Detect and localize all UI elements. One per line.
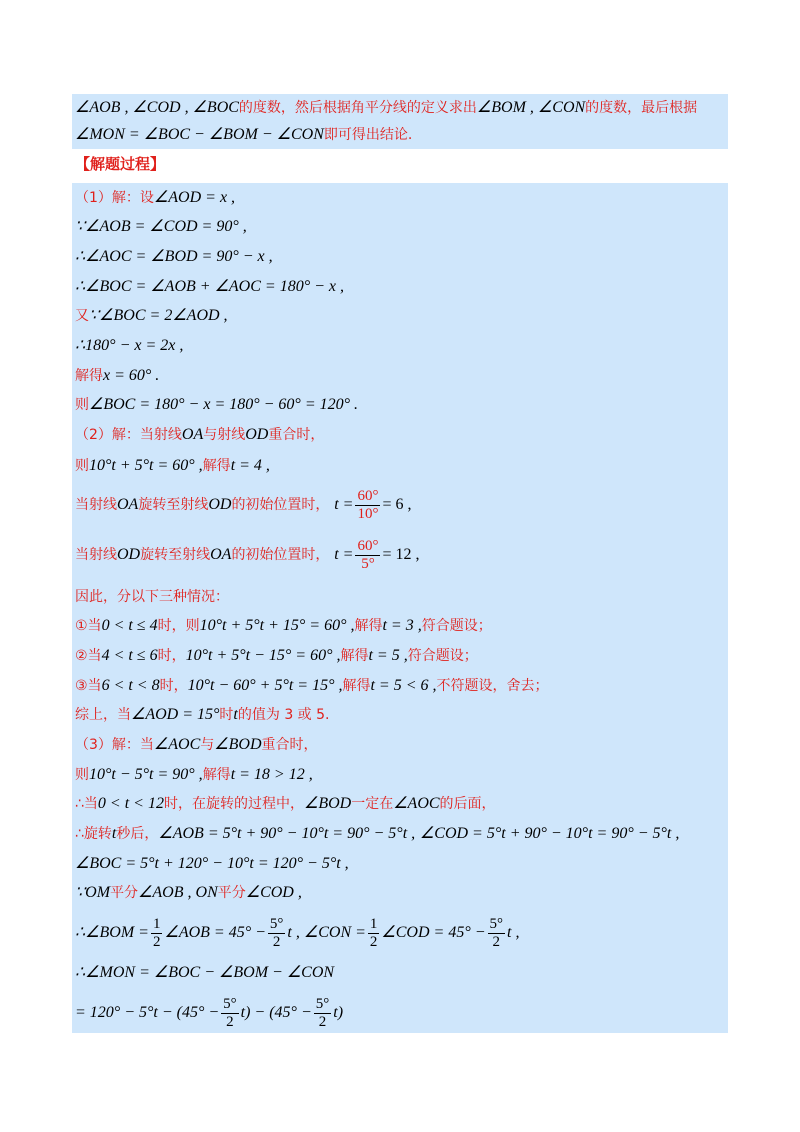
intro-text-a: 的度数，然后根据角平分线的定义求出: [238, 100, 477, 116]
p3-c-m2: ∠BOD: [303, 795, 352, 812]
p2-i-m2: t: [233, 706, 238, 723]
p3-a-m2: ∠BOD: [214, 736, 262, 753]
p3-d-t1: 秒后，: [116, 826, 159, 842]
p1-line-b: [75, 216, 247, 237]
p2-i-t1: 时: [219, 707, 234, 723]
p3-e-math: ∠BOC = 5°t + 120° − 10°t = 120° − 5°t ,: [75, 855, 349, 872]
p3-c-t3: 的后面，: [439, 796, 496, 812]
intro-text-c: 即可得出结论.: [323, 127, 413, 143]
p2-a-od: OD: [245, 426, 269, 443]
p2-g-t3: 符合题设；: [407, 648, 478, 664]
p3-b-math: 10°t − 5°t = 90° ,: [89, 766, 203, 783]
p2-h-m3: t = 5 < 6 ,: [370, 677, 437, 694]
p3-g-frac3: [368, 916, 380, 951]
p2-c-t: t =: [334, 496, 354, 513]
p3-f-m1: ∵OM: [75, 884, 111, 901]
p3-a-label: （3）解：当: [75, 737, 154, 753]
p1-e-label: 又: [75, 308, 89, 324]
p3-g-f3n: 1: [369, 915, 378, 932]
p3-line-i: [75, 992, 343, 1033]
p3-b-math2: t = 18 > 12 ,: [230, 766, 313, 783]
p3-i-f1n: 5°: [223, 995, 237, 1012]
p1-h-math: ∠BOC = 180° − x = 180° − 60° = 120° .: [89, 396, 359, 413]
p3-g-f2d: 2: [272, 933, 281, 950]
p2-g-t2: 解得: [340, 648, 369, 664]
p3-f-t1: 平分: [110, 885, 139, 901]
p1-label: （1）解：设: [75, 190, 154, 206]
p1-line-c: [75, 246, 273, 267]
intro-line-2: [75, 124, 412, 145]
p2-h-m2: 10°t − 60° + 5°t = 15° ,: [187, 677, 343, 694]
p3-a-mid: 与: [200, 737, 215, 753]
p2-h-m1: 6 < t < 8: [101, 677, 160, 694]
p3-g-b: ∠AOB = 45° −: [164, 924, 266, 941]
p1-d-math: ∴∠BOC = ∠AOB + ∠AOC = 180° − x ,: [75, 278, 344, 295]
p2-a-end: 重合时，: [268, 427, 325, 443]
p1-e-math: ∵∠BOC = 2∠AOD ,: [89, 307, 228, 324]
p3-c-t2: 一定在: [351, 796, 394, 812]
p2-h-t2: 解得: [342, 678, 371, 694]
p3-g-frac2: [268, 916, 286, 951]
p1-h-label: 则: [75, 397, 89, 413]
p2-line-d: [75, 535, 420, 574]
p1-a-math: ∠AOD = x ,: [153, 189, 236, 206]
p2-d-t: t =: [334, 546, 354, 563]
p2-c-l2: 旋转至射线: [138, 497, 209, 513]
p3-line-d: [75, 823, 679, 844]
p1-line-f: [75, 335, 183, 356]
intro-math-b: ∠BOM , ∠CON: [476, 99, 586, 116]
p1-line-g: [75, 365, 159, 386]
p3-f-m2: ∠AOB , ON: [138, 884, 218, 901]
p3-c-label: ∴当: [75, 796, 98, 812]
p2-c-fraction: [355, 488, 380, 523]
p3-line-g: [75, 912, 519, 953]
p2-d-den: 5°: [361, 555, 375, 572]
p2-h-t3: 不符题设，舍去；: [436, 678, 549, 694]
section-heading: 【解题过程】: [75, 155, 166, 173]
p3-line-h: [75, 962, 334, 983]
p3-i-c: t): [333, 1004, 344, 1021]
p2-h-label: ③当: [75, 678, 102, 694]
p3-g-f2n: 5°: [269, 915, 284, 932]
p2-f-t3: 符合题设；: [421, 618, 492, 634]
p2-f-m2: 10°t + 5°t + 15° = 60° ,: [199, 617, 355, 634]
p2-line-a: [75, 424, 324, 445]
p3-f-m3: ∠COD ,: [245, 884, 302, 901]
p3-i-b: t) − (45° −: [240, 1004, 312, 1021]
p1-line-d: [75, 276, 344, 297]
p3-g-d: ∠COD = 45° −: [381, 924, 486, 941]
intro-math-a: ∠AOB , ∠COD , ∠BOC: [75, 99, 239, 116]
p3-i-f1d: 2: [226, 1013, 234, 1030]
p2-c-l1: 当射线: [75, 497, 117, 513]
p2-b-math2: t = 4 ,: [230, 457, 270, 474]
intro-line-1: [75, 97, 697, 118]
p2-line-c: [75, 485, 412, 524]
p2-line-g: [75, 645, 478, 666]
p3-i-f2d: 2: [318, 1013, 327, 1030]
p2-d-od: OD: [117, 546, 141, 563]
p2-g-label: ②当: [75, 648, 102, 664]
p2-i-m1: ∠AOD = 15°: [131, 706, 220, 723]
p2-a-label: （2）解：当射线: [75, 427, 182, 443]
p2-line-f: [75, 615, 492, 636]
p2-g-t1: 时，: [157, 648, 186, 664]
p3-i-frac1: [221, 996, 239, 1031]
p2-b-math: 10°t + 5°t = 60° ,: [89, 457, 203, 474]
p2-i-t2: 的值为 3 或 5.: [237, 707, 330, 723]
p2-c-oa: OA: [117, 496, 139, 513]
p2-c-num: 60°: [357, 487, 379, 504]
p2-a-mid: 与射线: [203, 427, 246, 443]
p3-g-e: t ,: [507, 924, 520, 941]
p2-b-label: 则: [75, 458, 89, 474]
p2-g-m3: t = 5 ,: [368, 647, 408, 664]
p1-c-math: ∴∠AOC = ∠BOD = 90° − x ,: [75, 248, 273, 265]
p3-i-frac2: [314, 996, 332, 1031]
p3-g-f1d: 2: [152, 933, 161, 950]
p2-line-h: [75, 675, 549, 696]
p2-a-oa: OA: [181, 426, 204, 443]
p3-line-e: [75, 853, 349, 874]
p2-g-m2: 10°t + 5°t − 15° = 60° ,: [185, 647, 341, 664]
p3-g-f4n: 5°: [489, 915, 504, 932]
p2-c-den: 10°: [357, 505, 379, 522]
p2-d-res: = 12 ,: [382, 546, 420, 563]
p2-f-m1: 0 < t ≤ 4: [101, 617, 158, 634]
p3-h-math: ∴∠MON = ∠BOC − ∠BOM − ∠CON: [75, 964, 335, 981]
p1-b-math: ∵∠AOB = ∠COD = 90° ,: [75, 218, 247, 235]
intro-text-b: 的度数，最后根据: [585, 100, 698, 116]
p3-i-a: = 120° − 5°t − (45° −: [75, 1004, 220, 1021]
p3-line-a: [75, 734, 318, 755]
p3-g-a: ∴∠BOM =: [75, 924, 149, 941]
p2-g-m1: 4 < t ≤ 6: [101, 647, 158, 664]
p3-d-t: t: [111, 825, 117, 842]
p2-line-e: [75, 586, 229, 607]
p2-d-fraction: [355, 538, 380, 573]
p2-line-i: [75, 704, 330, 725]
p3-line-c: [75, 793, 496, 814]
p1-line-e: [75, 305, 228, 326]
p3-c-m3: ∠AOC: [393, 795, 440, 812]
p2-b-mid: 解得: [202, 458, 231, 474]
p2-c-res: = 6 ,: [382, 496, 412, 513]
p2-d-num: 60°: [357, 537, 379, 554]
p3-f-t2: 平分: [217, 885, 246, 901]
p3-d-label: ∴旋转: [75, 826, 112, 842]
p3-i-f2n: 5°: [315, 995, 330, 1012]
p3-g-f3d: 2: [369, 933, 378, 950]
p1-f-math: ∴180° − x = 2x ,: [75, 337, 184, 354]
p3-b-mid: 解得: [202, 767, 231, 783]
p2-d-l3: 的初始位置时，: [231, 547, 330, 563]
p3-g-f1n: 1: [152, 915, 161, 932]
p2-f-t1: 时，则: [157, 618, 200, 634]
p3-g-c: t , ∠CON =: [287, 924, 366, 941]
p2-f-label: ①当: [75, 618, 102, 634]
p2-d-l2: 旋转至射线: [140, 547, 211, 563]
p2-d-oa: OA: [210, 546, 232, 563]
p2-f-t2: 解得: [354, 618, 383, 634]
p3-g-frac1: [151, 916, 163, 951]
p3-a-m1: ∠AOC: [153, 736, 201, 753]
p3-c-t1: 时，在旋转的过程中，: [163, 796, 304, 812]
p3-g-f4d: 2: [492, 933, 501, 950]
p2-f-m3: t = 3 ,: [382, 617, 422, 634]
p3-d-m2: ∠COD = 5°t + 90° − 10°t = 90° − 5°t ,: [419, 825, 680, 842]
p2-h-t1: 时，: [159, 678, 188, 694]
p1-line-a: [75, 187, 235, 208]
p2-line-b: [75, 455, 270, 476]
p3-line-b: [75, 764, 313, 785]
intro-math-c: ∠MON = ∠BOC − ∠BOM − ∠CON: [75, 126, 324, 143]
p1-line-h: [75, 394, 358, 415]
p2-e-text: 因此，分以下三种情况：: [75, 589, 229, 605]
p3-d-m1: ∠AOB = 5°t + 90° − 10°t = 90° − 5°t ,: [158, 825, 416, 842]
p3-g-frac4: [488, 916, 506, 951]
p3-a-end: 重合时，: [261, 737, 318, 753]
p1-g-label: 解得: [75, 368, 103, 384]
p3-c-math: 0 < t < 12: [97, 795, 164, 812]
p1-g-math: x = 60° .: [103, 367, 160, 384]
p2-d-l1: 当射线: [75, 547, 117, 563]
p3-line-f: [75, 882, 302, 903]
p2-c-od: OD: [208, 496, 232, 513]
p3-b-label: 则: [75, 767, 89, 783]
p2-i-label: 综上，当: [75, 707, 131, 723]
p2-c-l3: 的初始位置时，: [231, 497, 330, 513]
